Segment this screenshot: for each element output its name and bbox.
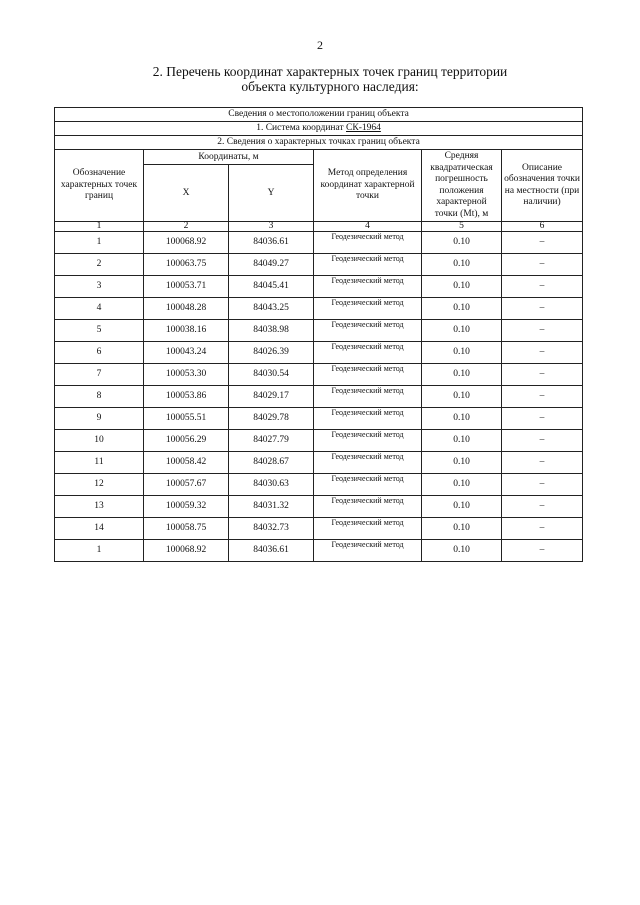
table-row: [55, 452, 583, 474]
cell-x: 100055.51: [144, 408, 229, 430]
table-row: [55, 496, 583, 518]
title-line-2: объекта культурного наследия:: [241, 79, 419, 94]
col-header-y: Y: [229, 165, 314, 222]
page-title: [120, 64, 540, 94]
cell-x: 100058.42: [144, 452, 229, 474]
cell-description: –: [502, 276, 583, 298]
table-row: [55, 232, 583, 254]
cell-y: 84031.32: [229, 496, 314, 518]
cell-y: 84036.61: [229, 540, 314, 562]
col-header-description: Описание обозначения точки на местности (при наличии): [502, 150, 583, 222]
cell-method: Геодезический метод: [314, 386, 422, 408]
cell-description: –: [502, 518, 583, 540]
coordinate-system-row: [55, 122, 583, 136]
cell-method: Геодезический метод: [314, 430, 422, 452]
cell-method: Геодезический метод: [314, 408, 422, 430]
cell-y: 84036.61: [229, 232, 314, 254]
cell-y: 84027.79: [229, 430, 314, 452]
cell-error: 0.10: [422, 386, 502, 408]
cell-method: Геодезический метод: [314, 254, 422, 276]
col-number: 4: [314, 222, 422, 232]
cell-error: 0.10: [422, 364, 502, 386]
cell-error: 0.10: [422, 518, 502, 540]
cell-x: 100068.92: [144, 540, 229, 562]
page-number: 2: [317, 38, 323, 52]
cell-error: 0.10: [422, 276, 502, 298]
cell-point-id: 1: [55, 232, 144, 254]
cell-y: 84029.17: [229, 386, 314, 408]
table-row: [55, 518, 583, 540]
cell-point-id: 7: [55, 364, 144, 386]
cell-x: 100038.16: [144, 320, 229, 342]
cell-method: Геодезический метод: [314, 496, 422, 518]
cell-point-id: 2: [55, 254, 144, 276]
cell-point-id: 11: [55, 452, 144, 474]
cell-description: –: [502, 342, 583, 364]
cell-y: 84043.25: [229, 298, 314, 320]
cell-description: –: [502, 232, 583, 254]
cell-y: 84028.67: [229, 452, 314, 474]
coordinate-system-label: 1. Система координат: [256, 123, 347, 133]
cell-point-id: 1: [55, 540, 144, 562]
cell-y: 84029.78: [229, 408, 314, 430]
cell-method: Геодезический метод: [314, 540, 422, 562]
cell-method: Геодезический метод: [314, 276, 422, 298]
points-header: 2. Сведения о характерных точках границ объекта: [55, 136, 583, 150]
col-header-error: Средняя квадратическая погрешность положения характерной точки (Мt), м: [422, 150, 502, 222]
cell-y: 84032.73: [229, 518, 314, 540]
cell-error: 0.10: [422, 408, 502, 430]
cell-description: –: [502, 298, 583, 320]
coordinate-system-value: СК-1964: [346, 123, 381, 133]
cell-method: Геодезический метод: [314, 452, 422, 474]
cell-x: 100053.30: [144, 364, 229, 386]
cell-error: 0.10: [422, 232, 502, 254]
cell-x: 100053.71: [144, 276, 229, 298]
col-number: 5: [422, 222, 502, 232]
cell-point-id: 3: [55, 276, 144, 298]
cell-description: –: [502, 320, 583, 342]
cell-x: 100053.86: [144, 386, 229, 408]
cell-x: 100063.75: [144, 254, 229, 276]
cell-description: –: [502, 496, 583, 518]
cell-description: –: [502, 452, 583, 474]
cell-method: Геодезический метод: [314, 364, 422, 386]
cell-method: Геодезический метод: [314, 342, 422, 364]
cell-error: 0.10: [422, 540, 502, 562]
table-row: [55, 276, 583, 298]
cell-error: 0.10: [422, 452, 502, 474]
table-row: [55, 364, 583, 386]
cell-description: –: [502, 386, 583, 408]
cell-description: –: [502, 430, 583, 452]
col-header-x: X: [144, 165, 229, 222]
cell-method: Геодезический метод: [314, 298, 422, 320]
cell-description: –: [502, 474, 583, 496]
cell-error: 0.10: [422, 320, 502, 342]
cell-y: 84030.63: [229, 474, 314, 496]
cell-description: –: [502, 364, 583, 386]
col-number: 6: [502, 222, 583, 232]
cell-point-id: 4: [55, 298, 144, 320]
cell-method: Геодезический метод: [314, 474, 422, 496]
cell-point-id: 5: [55, 320, 144, 342]
section-header: Сведения о местоположении границ объекта: [55, 108, 583, 122]
table-row: [55, 342, 583, 364]
cell-method: Геодезический метод: [314, 518, 422, 540]
cell-x: 100068.92: [144, 232, 229, 254]
cell-point-id: 6: [55, 342, 144, 364]
cell-x: 100058.75: [144, 518, 229, 540]
cell-error: 0.10: [422, 298, 502, 320]
cell-point-id: 12: [55, 474, 144, 496]
cell-point-id: 10: [55, 430, 144, 452]
cell-method: Геодезический метод: [314, 232, 422, 254]
cell-x: 100056.29: [144, 430, 229, 452]
coordinates-table: [54, 107, 583, 562]
cell-error: 0.10: [422, 430, 502, 452]
cell-y: 84049.27: [229, 254, 314, 276]
cell-error: 0.10: [422, 342, 502, 364]
cell-method: Геодезический метод: [314, 320, 422, 342]
table-row: [55, 430, 583, 452]
table-row: [55, 298, 583, 320]
col-number: 3: [229, 222, 314, 232]
col-number: 2: [144, 222, 229, 232]
table-row: [55, 408, 583, 430]
cell-y: 84026.39: [229, 342, 314, 364]
table-row: [55, 254, 583, 276]
col-header-coordinates: Координаты, м: [144, 150, 314, 165]
cell-point-id: 13: [55, 496, 144, 518]
table-row: [55, 386, 583, 408]
cell-y: 84030.54: [229, 364, 314, 386]
cell-error: 0.10: [422, 496, 502, 518]
cell-point-id: 14: [55, 518, 144, 540]
cell-y: 84045.41: [229, 276, 314, 298]
cell-error: 0.10: [422, 474, 502, 496]
col-header-designation: Обозначение характерных точек границ: [55, 150, 144, 222]
table-row: [55, 540, 583, 562]
col-header-method: Метод определения координат характерной точки: [314, 150, 422, 222]
cell-error: 0.10: [422, 254, 502, 276]
cell-x: 100048.28: [144, 298, 229, 320]
table-row: [55, 320, 583, 342]
cell-x: 100059.32: [144, 496, 229, 518]
title-line-1: 2. Перечень координат характерных точек границ территории: [152, 64, 508, 79]
cell-point-id: 8: [55, 386, 144, 408]
col-number: 1: [55, 222, 144, 232]
cell-description: –: [502, 408, 583, 430]
cell-point-id: 9: [55, 408, 144, 430]
cell-description: –: [502, 540, 583, 562]
cell-x: 100057.67: [144, 474, 229, 496]
cell-description: –: [502, 254, 583, 276]
table-row: [55, 474, 583, 496]
cell-y: 84038.98: [229, 320, 314, 342]
cell-x: 100043.24: [144, 342, 229, 364]
